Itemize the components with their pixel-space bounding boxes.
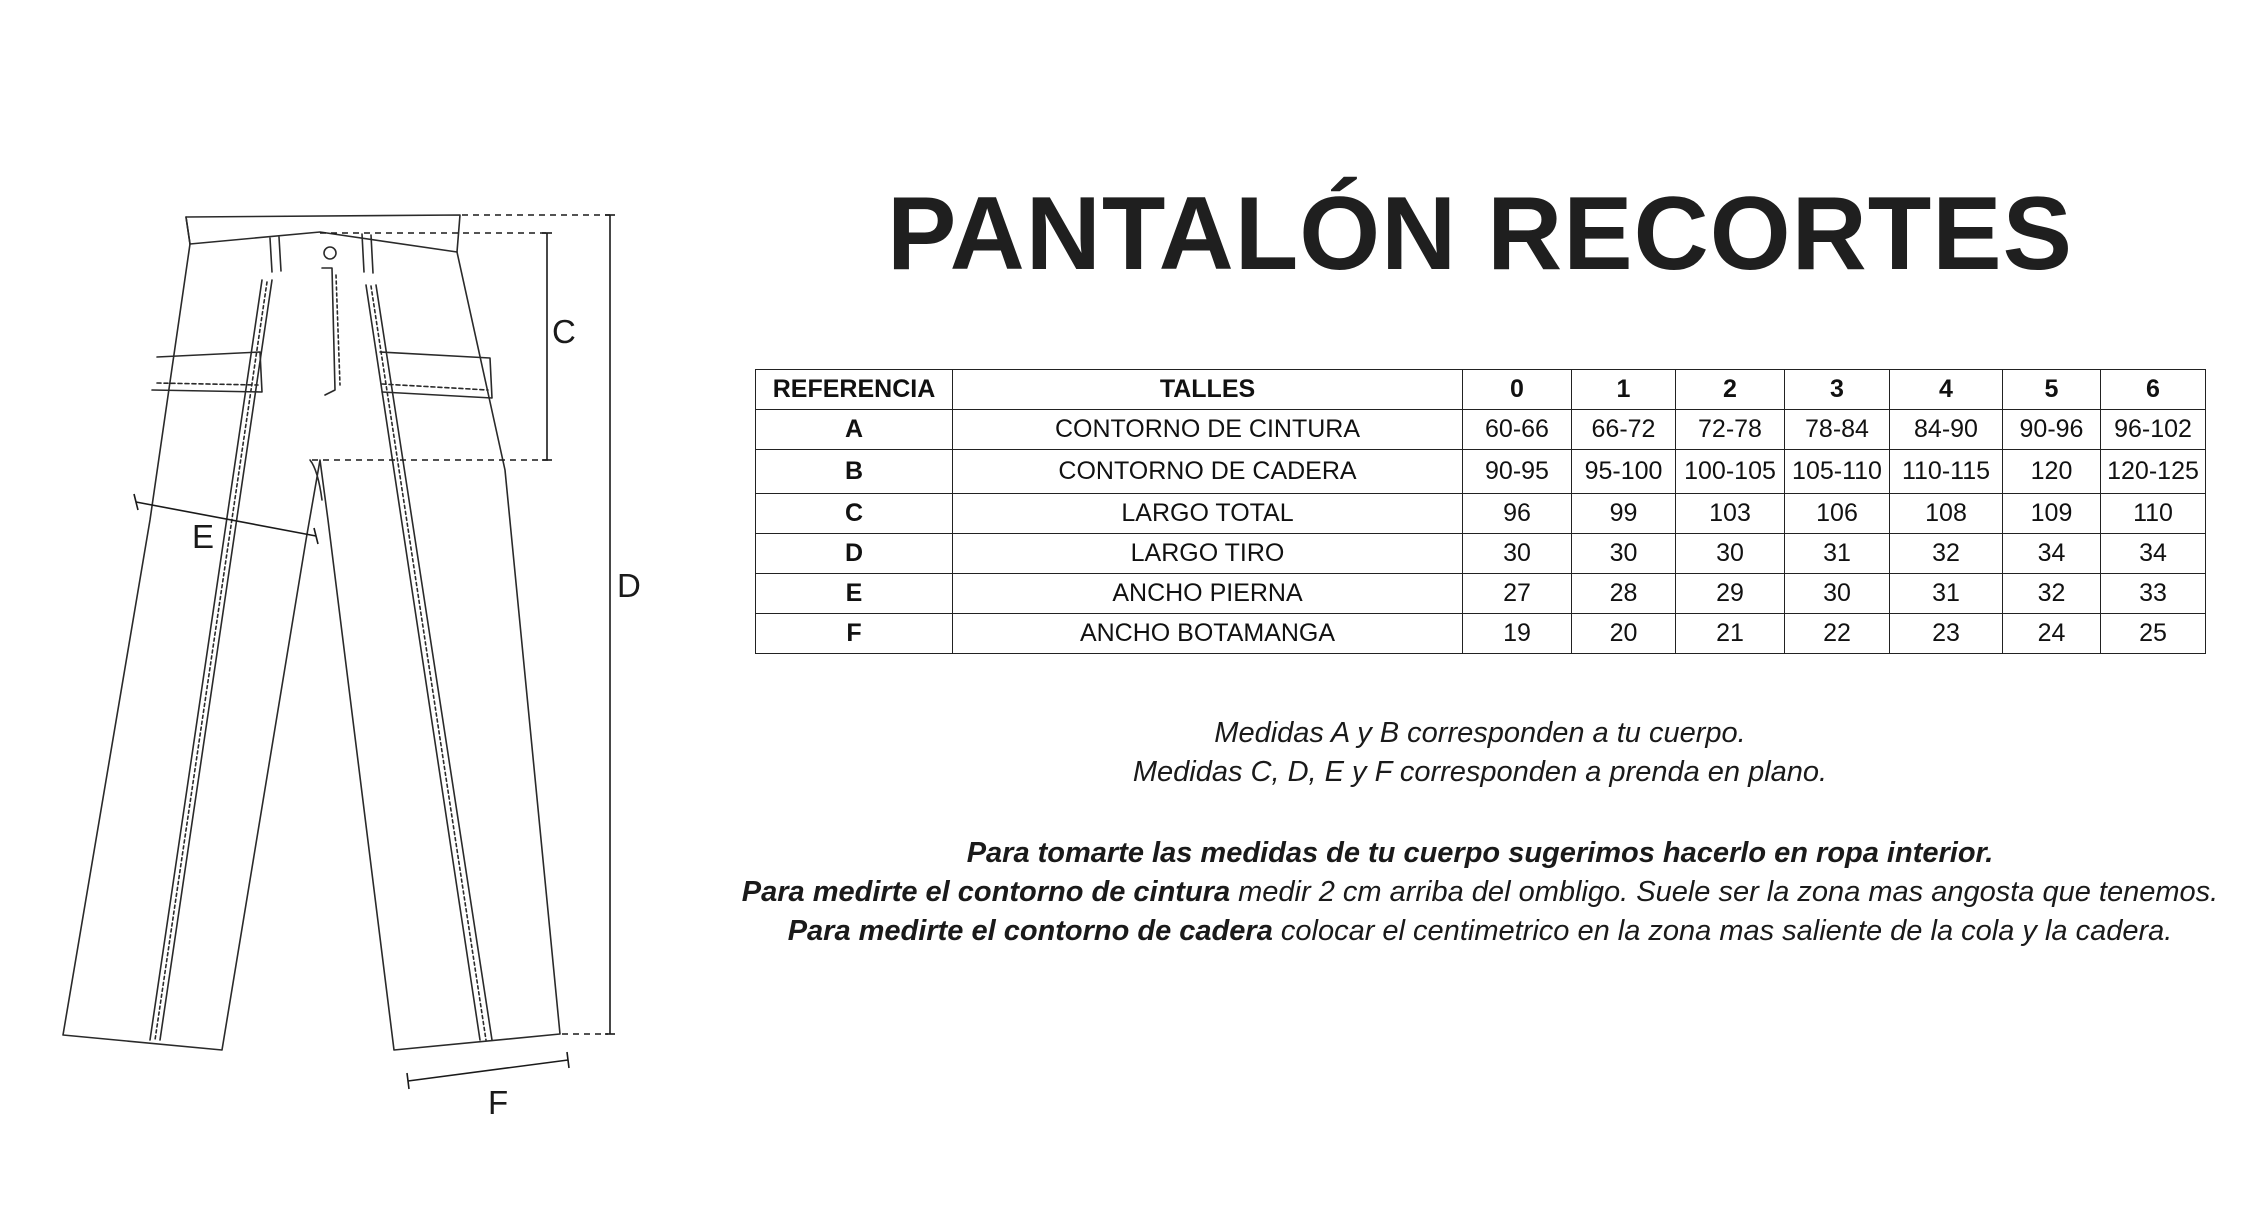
pants-outline xyxy=(63,244,560,1050)
row-name: CONTORNO DE CINTURA xyxy=(953,410,1463,450)
note-line xyxy=(740,912,2220,951)
header-size: 5 xyxy=(2003,370,2101,410)
cell: 28 xyxy=(1572,574,1676,614)
cell: 84-90 xyxy=(1890,410,2003,450)
table-row xyxy=(756,410,2206,450)
note-bold: Para medirte el contorno de cintura xyxy=(741,876,1231,908)
table-header-row xyxy=(756,370,2206,410)
button-icon xyxy=(324,247,336,259)
cell: 24 xyxy=(2003,614,2101,654)
table-row xyxy=(756,614,2206,654)
cell: 23 xyxy=(1890,614,2003,654)
note-line xyxy=(740,873,2220,912)
row-name: ANCHO PIERNA xyxy=(953,574,1463,614)
cell: 100-105 xyxy=(1676,450,1785,494)
cell: 33 xyxy=(2101,574,2206,614)
cell: 96-102 xyxy=(2101,410,2206,450)
cell: 78-84 xyxy=(1785,410,1890,450)
row-name: ANCHO BOTAMANGA xyxy=(953,614,1463,654)
header-size: 3 xyxy=(1785,370,1890,410)
cell: 25 xyxy=(2101,614,2206,654)
table-row xyxy=(756,494,2206,534)
cell: 103 xyxy=(1676,494,1785,534)
label-f: F xyxy=(488,1084,509,1121)
cell: 19 xyxy=(1463,614,1572,654)
cell: 120 xyxy=(2003,450,2101,494)
header-size: 4 xyxy=(1890,370,2003,410)
cell: 34 xyxy=(2003,534,2101,574)
cell: 20 xyxy=(1572,614,1676,654)
cell: 109 xyxy=(2003,494,2101,534)
header-size: 2 xyxy=(1676,370,1785,410)
row-name: LARGO TIRO xyxy=(953,534,1463,574)
label-c: C xyxy=(552,313,576,350)
cell: 27 xyxy=(1463,574,1572,614)
cell: 31 xyxy=(1890,574,2003,614)
cell: 30 xyxy=(1676,534,1785,574)
row-ref: E xyxy=(756,574,953,614)
cell: 99 xyxy=(1572,494,1676,534)
cell: 29 xyxy=(1676,574,1785,614)
notes-measurements xyxy=(740,714,2220,792)
page-title: PANTALÓN RECORTES xyxy=(886,176,2074,292)
cell: 108 xyxy=(1890,494,2003,534)
cell: 90-95 xyxy=(1463,450,1572,494)
note-line: Medidas A y B corresponden a tu cuerpo. xyxy=(1214,717,1746,749)
label-e: E xyxy=(192,518,215,555)
cell: 110-115 xyxy=(1890,450,2003,494)
cell: 110 xyxy=(2101,494,2206,534)
header-talles: TALLES xyxy=(953,370,1463,410)
row-name: LARGO TOTAL xyxy=(953,494,1463,534)
note-bold: Para medirte el contorno de cadera xyxy=(787,915,1273,947)
cell: 90-96 xyxy=(2003,410,2101,450)
cell: 120-125 xyxy=(2101,450,2206,494)
table-row xyxy=(756,574,2206,614)
cell: 106 xyxy=(1785,494,1890,534)
cell: 95-100 xyxy=(1572,450,1676,494)
cell: 31 xyxy=(1785,534,1890,574)
cell: 66-72 xyxy=(1572,410,1676,450)
notes-instructions xyxy=(740,834,2220,951)
cell: 60-66 xyxy=(1463,410,1572,450)
row-name: CONTORNO DE CADERA xyxy=(953,450,1463,494)
cell: 30 xyxy=(1572,534,1676,574)
note-line xyxy=(740,834,2220,873)
cell: 30 xyxy=(1463,534,1572,574)
note-text: colocar el centimetrico en la zona mas saliente de la cola y la cadera. xyxy=(1272,915,2173,947)
header-size: 1 xyxy=(1572,370,1676,410)
size-table xyxy=(755,369,2206,654)
header-referencia: REFERENCIA xyxy=(756,370,953,410)
cell: 32 xyxy=(1890,534,2003,574)
cell: 105-110 xyxy=(1785,450,1890,494)
cell: 34 xyxy=(2101,534,2206,574)
header-size: 6 xyxy=(2101,370,2206,410)
cell: 30 xyxy=(1785,574,1890,614)
pants-diagram xyxy=(0,0,740,1231)
note-bold: Para tomarte las medidas de tu cuerpo sugerimos hacerlo en ropa interior. xyxy=(966,837,1994,869)
note-text: medir 2 cm arriba del ombligo. Suele ser la zona mas angosta que tenemos. xyxy=(1230,876,2219,908)
cell: 22 xyxy=(1785,614,1890,654)
cell: 72-78 xyxy=(1676,410,1785,450)
row-ref: B xyxy=(756,450,953,494)
cell: 32 xyxy=(2003,574,2101,614)
row-ref: D xyxy=(756,534,953,574)
header-size: 0 xyxy=(1463,370,1572,410)
row-ref: F xyxy=(756,614,953,654)
row-ref: C xyxy=(756,494,953,534)
cell: 21 xyxy=(1676,614,1785,654)
label-d: D xyxy=(617,567,641,604)
table-row xyxy=(756,534,2206,574)
table-row xyxy=(756,450,2206,494)
row-ref: A xyxy=(756,410,953,450)
cell: 96 xyxy=(1463,494,1572,534)
note-line: Medidas C, D, E y F corresponden a prenda en plano. xyxy=(1132,756,1828,788)
